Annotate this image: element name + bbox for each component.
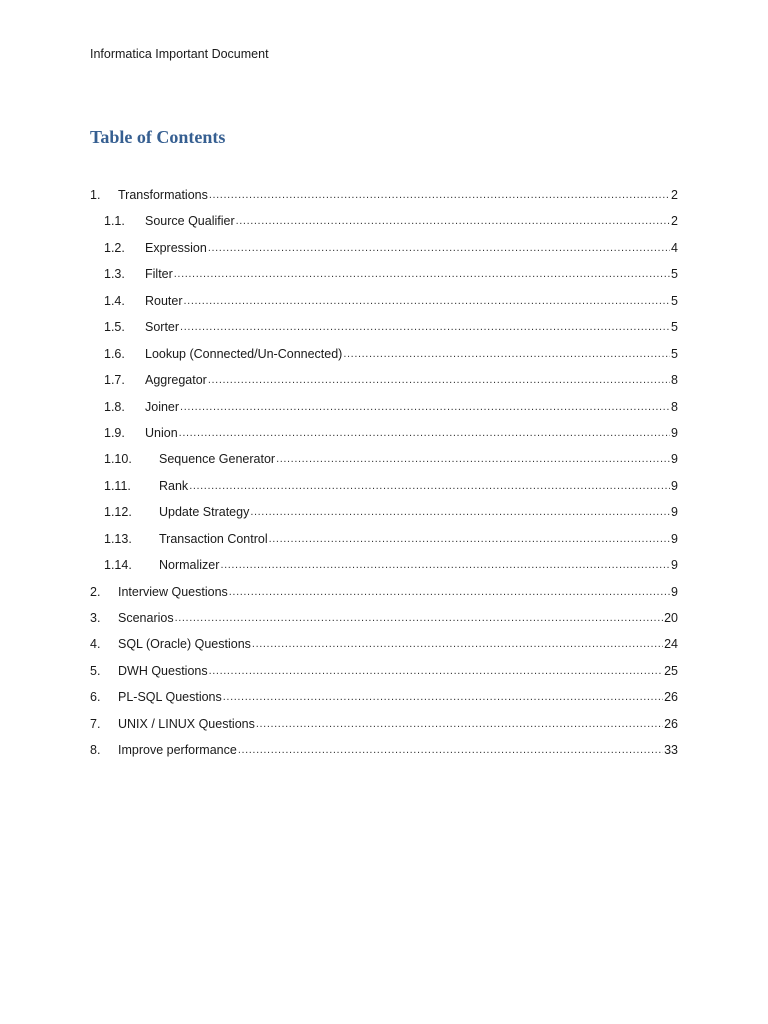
toc-entry-label: Source Qualifier [145,214,235,229]
toc-dot-leader [208,234,670,261]
toc-entry-number: 1.1. [104,214,125,229]
toc-entry-label: Interview Questions [118,584,228,599]
toc-entry-page: 9 [671,505,678,520]
toc-title: Table of Contents [90,127,226,147]
toc-entry-page: 25 [664,663,678,678]
toc-entry-number: 5. [90,663,101,678]
toc-dot-leader [175,604,664,631]
toc-entry-number: 1.5. [104,320,125,335]
toc-entry-number: 7. [90,716,101,731]
toc-dot-leader [238,736,663,763]
toc-entry-label: Transformations [118,188,208,202]
toc-dot-leader [209,181,670,208]
toc-entry-number: 1.12. [104,505,132,520]
toc-entry[interactable] [90,394,678,420]
toc-dot-leader [223,683,663,710]
toc-entry-page: 4 [671,240,678,255]
toc-dot-leader [276,445,670,472]
toc-entry[interactable] [90,208,678,234]
toc-entry-number: 1.13. [104,531,132,546]
toc-entry-label: Sequence Generator [159,452,276,467]
toc-dot-leader [184,287,671,314]
toc-entry[interactable] [90,288,678,314]
toc-entry[interactable] [90,499,678,525]
toc-entry-page: 9 [671,558,678,573]
toc-entry[interactable] [90,367,678,393]
toc-dot-leader [269,525,670,552]
toc-entry-number: 2. [90,584,101,599]
toc-entry-label: Normalizer [159,558,220,573]
toc-entry-number: 1.8. [104,399,125,414]
toc-entry-label: DWH Questions [118,663,208,678]
toc-entry[interactable] [90,235,678,261]
toc-entry-page: 9 [671,452,678,467]
toc-entry[interactable] [90,526,678,552]
toc-entry-number: 4. [90,637,101,652]
toc-dot-leader [343,340,670,367]
toc-entry-number: 1.3. [104,267,125,282]
toc-entry-page: 26 [664,690,678,705]
toc-entry[interactable] [90,631,678,657]
toc-entry[interactable] [90,182,678,208]
toc-dot-leader [174,260,670,287]
toc-entry-label: Sorter [145,320,180,335]
toc-entry-label: Lookup (Connected/Un-Connected) [145,346,343,361]
toc-entry-page: 5 [671,293,678,308]
toc-entry[interactable] [90,261,678,287]
toc-entry-label: Aggregator [145,373,207,388]
table-of-contents [90,182,678,764]
toc-entry-label: SQL (Oracle) Questions [118,637,251,652]
toc-dot-leader [256,710,663,737]
toc-entry-page: 26 [664,716,678,731]
toc-entry-label: Scenarios [118,611,174,625]
document-header: Informatica Important Document [90,47,269,61]
toc-entry-label: Rank [159,478,189,493]
toc-entry-number: 3. [90,611,101,625]
toc-entry-label: Transaction Control [159,531,268,546]
toc-entry-page: 9 [671,584,678,599]
toc-entry-page: 5 [671,346,678,361]
toc-dot-leader [209,657,663,684]
toc-dot-leader [180,393,670,420]
toc-entry[interactable] [90,711,678,737]
toc-entry-number: 1.11. [104,478,131,493]
toc-entry-label: Expression [145,240,207,255]
toc-entry[interactable] [90,684,678,710]
toc-entry-number: 1.9. [104,425,125,440]
toc-entry-page: 5 [671,267,678,282]
toc-entry-label: Union [145,425,178,440]
toc-entry-page: 2 [671,188,678,202]
toc-entry[interactable] [90,658,678,684]
toc-entry[interactable] [90,314,678,340]
toc-dot-leader [220,551,670,578]
toc-entry-page: 8 [671,399,678,414]
toc-entry-page: 9 [671,531,678,546]
toc-entry-label: Router [145,293,183,308]
toc-entry-page: 24 [664,637,678,652]
toc-entry[interactable] [90,341,678,367]
toc-entry-number: 1.4. [104,293,125,308]
toc-entry[interactable] [90,420,678,446]
toc-dot-leader [250,498,670,525]
toc-dot-leader [236,207,670,234]
toc-entry[interactable] [90,737,678,763]
toc-dot-leader [189,472,670,499]
toc-entry-number: 1.2. [104,240,125,255]
toc-entry-number: 1.7. [104,373,125,388]
toc-dot-leader [179,419,670,446]
toc-entry-page: 20 [664,611,678,625]
toc-entry-label: PL-SQL Questions [118,690,222,705]
toc-dot-leader [229,578,670,605]
toc-entry-page: 2 [671,214,678,229]
toc-entry-number: 8. [90,743,101,758]
toc-entry-label: Joiner [145,399,180,414]
toc-entry-number: 1.14. [104,558,132,573]
toc-entry[interactable] [90,605,678,631]
toc-entry-label: Improve performance [118,743,237,758]
toc-entry-number: 1. [90,188,101,202]
toc-entry-number: 1.10. [104,452,132,467]
toc-entry-page: 9 [671,425,678,440]
toc-dot-leader [180,313,670,340]
toc-entry-number: 1.6. [104,346,125,361]
toc-entry-label: Filter [145,267,173,282]
toc-entry-page: 9 [671,478,678,493]
toc-entry-number: 6. [90,690,101,705]
toc-entry[interactable] [90,552,678,578]
toc-entry-label: Update Strategy [159,505,250,520]
toc-entry-label: UNIX / LINUX Questions [118,716,255,731]
toc-entry-page: 33 [664,743,678,758]
toc-entry[interactable] [90,473,678,499]
toc-entry[interactable] [90,446,678,472]
toc-entry-page: 5 [671,320,678,335]
toc-dot-leader [208,366,670,393]
toc-entry-page: 8 [671,373,678,388]
toc-entry[interactable] [90,579,678,605]
toc-dot-leader [252,630,663,657]
